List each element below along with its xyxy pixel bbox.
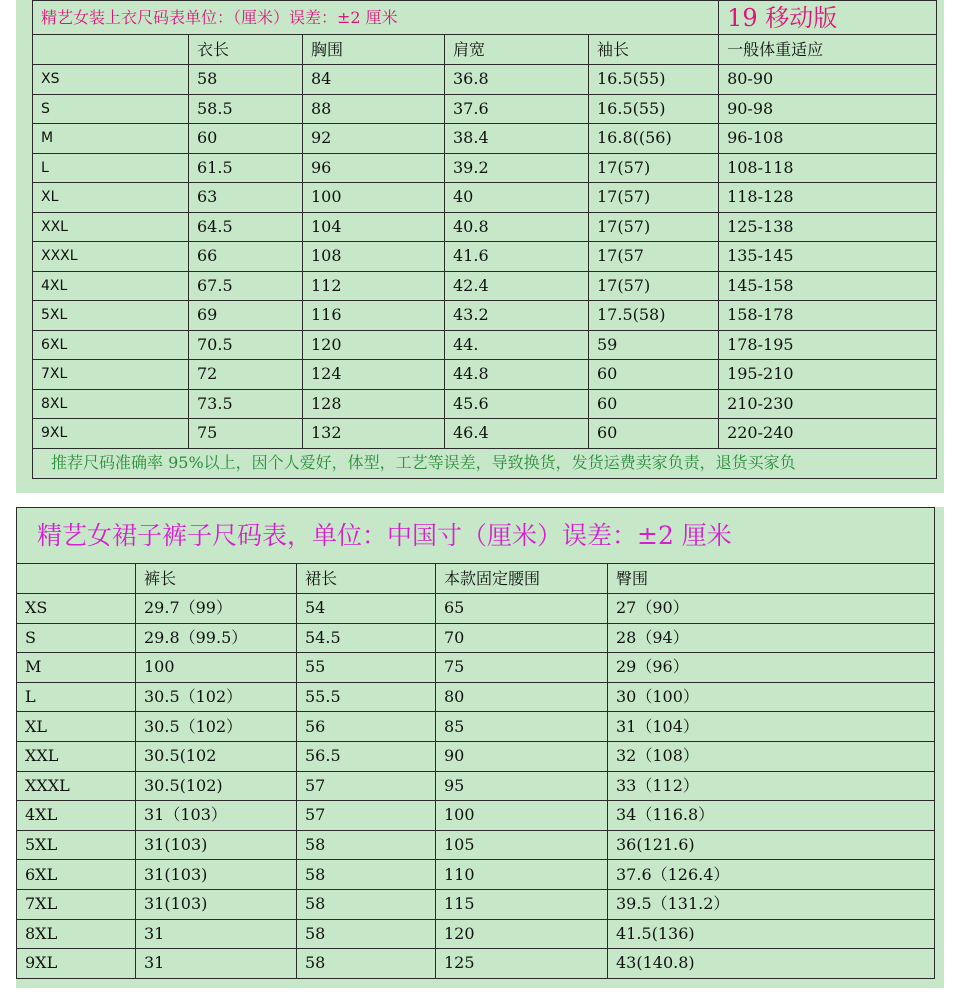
table-cell: 17(57) [589,212,719,242]
table-cell: 39.5（131.2） [608,889,935,919]
table-row [33,419,937,449]
table-cell: 57 [297,801,436,831]
size-label: S [17,623,136,653]
table-cell: 30.5(102) [136,771,297,801]
table-row [33,183,937,213]
size-label: M [17,653,136,683]
footer-row [33,448,937,478]
table-cell: 37.6（126.4） [608,860,935,890]
column-header: 裙长 [297,564,436,594]
size-label: 7XL [33,360,189,390]
table-cell: 36(121.6) [608,830,935,860]
table-row [33,242,937,272]
table-cell: 104 [303,212,445,242]
table-row [17,712,935,742]
column-header: 一般体重适应 [719,35,937,65]
table-row [33,360,937,390]
table-cell: 70 [436,623,608,653]
table-cell: 55 [297,653,436,683]
table-row [17,919,935,949]
table-cell: 115 [436,889,608,919]
table-cell: 31(103) [136,860,297,890]
table-cell: 60 [589,419,719,449]
table-cell: 27（90） [608,594,935,624]
footer-note: 推荐尺码准确率 95%以上，因个人爱好，体型，工艺等误差，导致换货，发货运费卖家负责，退货买家负 [33,448,937,478]
table-row [33,65,937,95]
table-row [33,330,937,360]
table-cell: 85 [436,712,608,742]
table-cell: 33（112） [608,771,935,801]
table-cell: 17(57) [589,183,719,213]
table-cell: 84 [303,65,445,95]
table-cell: 16.8((56) [589,124,719,154]
table-cell: 31 [136,949,297,979]
table-cell: 29（96） [608,653,935,683]
table-cell: 90 [436,741,608,771]
table-cell: 17(57) [589,153,719,183]
table-cell: 34（116.8） [608,801,935,831]
size-label: 8XL [33,389,189,419]
table-cell: 73.5 [189,389,303,419]
title-row [33,1,937,35]
table-row [17,860,935,890]
size-label: XL [17,712,136,742]
column-header: 袖长 [589,35,719,65]
table-cell: 37.6 [445,94,589,124]
table-row [33,124,937,154]
table-cell: 95 [436,771,608,801]
table-cell: 60 [589,360,719,390]
size-label: 9XL [33,419,189,449]
size-label: XXXL [33,242,189,272]
table-row [17,830,935,860]
table-row [33,153,937,183]
table-row [17,771,935,801]
table-cell: 58 [297,830,436,860]
size-label: L [17,682,136,712]
header-row [33,35,937,65]
table-cell: 67.5 [189,271,303,301]
table-cell: 128 [303,389,445,419]
size-label: 6XL [17,860,136,890]
table-cell: 92 [303,124,445,154]
table-cell: 16.5(55) [589,94,719,124]
table-cell: 43.2 [445,301,589,331]
table-cell: 61.5 [189,153,303,183]
table-row [17,801,935,831]
bottoms-size-table [16,507,935,979]
table-cell: 124 [303,360,445,390]
table-cell: 30.5(102 [136,741,297,771]
table-cell: 110 [436,860,608,890]
column-header [33,35,189,65]
table-cell: 59 [589,330,719,360]
table-cell: 65 [436,594,608,624]
table-cell: 178-195 [719,330,937,360]
table-cell: 29.7（99） [136,594,297,624]
size-label: XXL [17,741,136,771]
table-row [33,94,937,124]
table-cell: 58.5 [189,94,303,124]
table-cell: 120 [303,330,445,360]
table-cell: 80-90 [719,65,937,95]
table-cell: 41.6 [445,242,589,272]
table-cell: 96-108 [719,124,937,154]
table-cell: 45.6 [445,389,589,419]
table-cell: 195-210 [719,360,937,390]
table-cell: 43(140.8) [608,949,935,979]
title-row [17,508,935,564]
table-row [17,653,935,683]
table-cell: 58 [297,949,436,979]
table-cell: 38.4 [445,124,589,154]
tops-size-chart [16,0,944,493]
table-cell: 145-158 [719,271,937,301]
table-cell: 105 [436,830,608,860]
table-cell: 40 [445,183,589,213]
table-cell: 36.8 [445,65,589,95]
table-row [17,949,935,979]
table-title: 精艺女装上衣尺码表单位：（厘米）误差：±2 厘米 [33,1,719,35]
table-cell: 44. [445,330,589,360]
table-row [33,389,937,419]
column-header [17,564,136,594]
table-cell: 100 [436,801,608,831]
table-cell: 57 [297,771,436,801]
size-label: 7XL [17,889,136,919]
table-row [17,623,935,653]
table-cell: 158-178 [719,301,937,331]
table-row [17,682,935,712]
table-cell: 90-98 [719,94,937,124]
table-cell: 31（103） [136,801,297,831]
column-header: 臀围 [608,564,935,594]
size-label: XXXL [17,771,136,801]
table-cell: 30.5（102） [136,712,297,742]
table-cell: 125-138 [719,212,937,242]
table-cell: 125 [436,949,608,979]
size-label: 9XL [17,949,136,979]
size-label: M [33,124,189,154]
table-cell: 120 [436,919,608,949]
table-cell: 75 [436,653,608,683]
table-cell: 31 [136,919,297,949]
table-cell: 96 [303,153,445,183]
table-cell: 60 [189,124,303,154]
table-cell: 66 [189,242,303,272]
table-cell: 56 [297,712,436,742]
table-cell: 60 [589,389,719,419]
size-label: 6XL [33,330,189,360]
bottoms-size-chart [16,507,944,988]
table-cell: 58 [297,889,436,919]
table-cell: 210-230 [719,389,937,419]
table-cell: 16.5(55) [589,65,719,95]
table-cell: 44.8 [445,360,589,390]
table-cell: 55.5 [297,682,436,712]
table-cell: 41.5(136) [608,919,935,949]
table-cell: 31（104） [608,712,935,742]
table-cell: 88 [303,94,445,124]
header-row [17,564,935,594]
table-cell: 58 [189,65,303,95]
column-header: 裤长 [136,564,297,594]
table-cell: 56.5 [297,741,436,771]
table-cell: 70.5 [189,330,303,360]
table-cell: 108-118 [719,153,937,183]
size-label: 4XL [17,801,136,831]
table-row [33,271,937,301]
table-cell: 32（108） [608,741,935,771]
table-row [17,889,935,919]
table-cell: 40.8 [445,212,589,242]
table-cell: 118-128 [719,183,937,213]
table-cell: 42.4 [445,271,589,301]
table-cell: 220-240 [719,419,937,449]
table-cell: 17(57 [589,242,719,272]
table-cell: 116 [303,301,445,331]
table-cell: 64.5 [189,212,303,242]
column-header: 胸围 [303,35,445,65]
table-cell: 54 [297,594,436,624]
table-row [33,212,937,242]
table-cell: 31(103) [136,889,297,919]
tops-size-table [32,0,937,479]
size-label: L [33,153,189,183]
column-header: 衣长 [189,35,303,65]
size-label: 5XL [33,301,189,331]
table-cell: 17(57) [589,271,719,301]
size-label: 5XL [17,830,136,860]
table-cell: 30（100） [608,682,935,712]
table-cell: 100 [303,183,445,213]
table-cell: 31(103) [136,830,297,860]
table-row [17,741,935,771]
table-cell: 54.5 [297,623,436,653]
table-cell: 29.8（99.5） [136,623,297,653]
table-cell: 80 [436,682,608,712]
size-label: XXL [33,212,189,242]
size-label: XS [17,594,136,624]
version-badge: 19 移动版 [719,1,937,35]
table-cell: 112 [303,271,445,301]
table-cell: 39.2 [445,153,589,183]
table-cell: 58 [297,860,436,890]
table-row [33,301,937,331]
table-cell: 75 [189,419,303,449]
table-cell: 28（94） [608,623,935,653]
table-cell: 132 [303,419,445,449]
table-cell: 46.4 [445,419,589,449]
size-label: XL [33,183,189,213]
table-cell: 100 [136,653,297,683]
table-cell: 72 [189,360,303,390]
table-cell: 30.5（102） [136,682,297,712]
table-title: 精艺女裙子裤子尺码表，单位：中国寸（厘米）误差：±2 厘米 [17,508,935,564]
table-cell: 135-145 [719,242,937,272]
size-label: XS [33,65,189,95]
table-cell: 69 [189,301,303,331]
table-row [17,594,935,624]
size-label: S [33,94,189,124]
table-cell: 58 [297,919,436,949]
size-label: 4XL [33,271,189,301]
table-cell: 63 [189,183,303,213]
table-cell: 17.5(58) [589,301,719,331]
size-label: 8XL [17,919,136,949]
table-cell: 108 [303,242,445,272]
column-header: 肩宽 [445,35,589,65]
column-header: 本款固定腰围 [436,564,608,594]
